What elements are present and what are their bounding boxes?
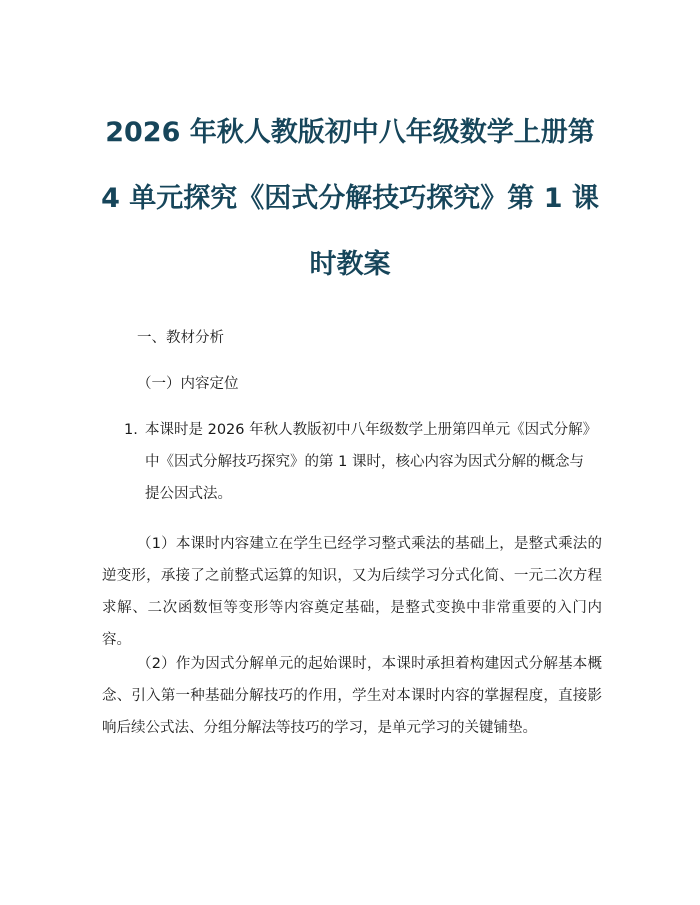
title-line-3: 时教案 [309,249,391,280]
subsection-heading-content-positioning: （一）内容定位 [137,376,239,392]
numbered-item-1 [124,414,594,510]
paragraph-1: （1）本课时内容建立在学生已经学习整式乘法的基础上，是整式乘法的逆变形，承接了之前整式运算的知识，又为后续学习分式化简、一元二次方程求解、二次函数恒等变形等内容奠定基础，是整式变换中非常重要的入门内容。 [102,536,602,648]
item-number: 1. [124,422,138,438]
section-heading-textbook-analysis: 一、教材分析 [137,330,224,346]
paragraph-2: （2）作为因式分解单元的起始课时，本课时承担着构建因式分解基本概念、引入第一种基础分解技巧的作用，学生对本课时内容的掌握程度，直接影响后续公式法、分组分解法等技巧的学习，是单元学习的关键铺垫。 [102,656,602,736]
item-text: 本课时是 2026 年秋人教版初中八年级数学上册第四单元《因式分解》中《因式分解技巧探究》的第 1 课时，核心内容为因式分解的概念与提公因式法。 [145,422,590,502]
title-line-1: 2026 年秋人教版初中八年级数学上册第 [105,117,595,148]
document-title [60,100,640,298]
title-line-2: 4 单元探究《因式分解技巧探究》第 1 课 [101,183,599,214]
